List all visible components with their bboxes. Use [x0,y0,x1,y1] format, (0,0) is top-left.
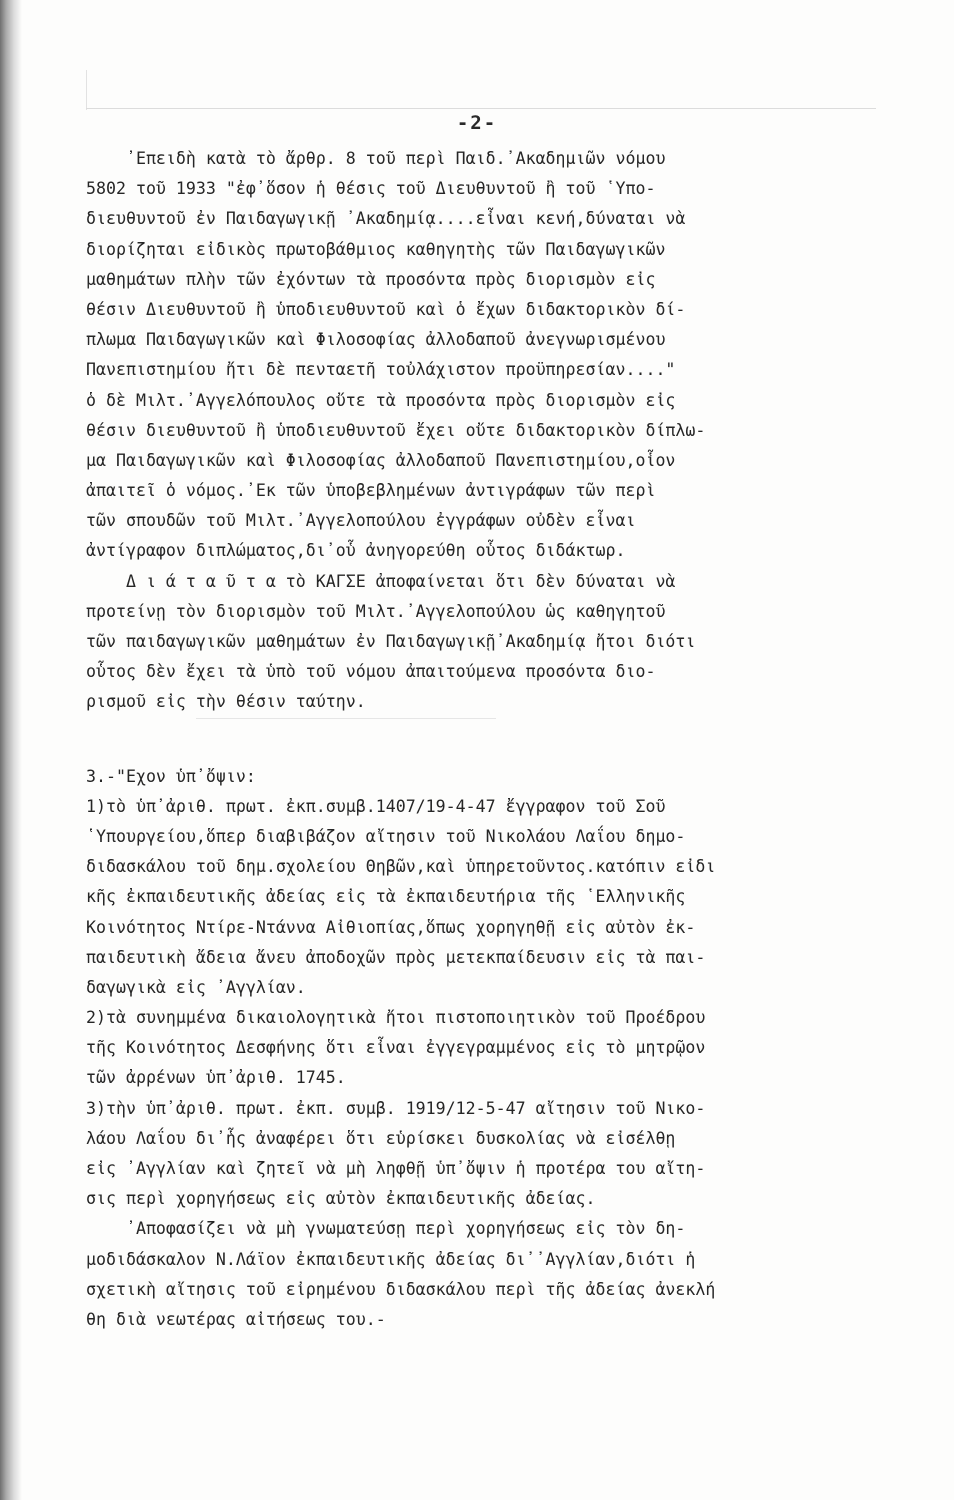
text-line: θέσιν διευθυντοῦ ἢ ὑποδιευθυντοῦ ἔχει οὔτε διδακτορικὸν δίπλω- [86,420,706,440]
text-line: τῶν παιδαγωγικῶν μαθημάτων ἐν Παιδαγωγικῇ᾿Ακαδημίᾳ ἤτοι διότι [86,632,696,651]
text-line: σχετικὴ αἴτησις τοῦ εἰρημένου διδασκάλου περὶ τῆς ἀδείας ἀνεκλή [86,1279,716,1299]
binding-shadow [0,0,22,1500]
paragraph-group-2 [86,762,904,1336]
text-line: Δ ι ά τ α ῦ τ α τὸ ΚΑΓΣΕ ἀποφαίνεται ὅτι δὲν δύναται νὰ [86,571,676,591]
text-line: πλωμα Παιδαγωγικῶν καὶ Φιλοσοφίας ἀλλοδαποῦ ἀνεγνωρισμένου [86,330,666,350]
text-line: κῆς ἐκπαιδευτικῆς ἀδείας εἰς τὰ ἐκπαιδευτήρια τῆς ῾Ελληνικῆς [86,887,686,907]
text-line: διορίζηται εἰδικὸς πρωτοβάθμιος καθηγητὴς τῶν Παιδαγωγικῶν [86,239,666,259]
text-line: διδασκάλου τοῦ δημ.σχολείου Θηβῶν,καὶ ὑπηρετοῦντος.κατόπιν εἰδι [86,857,716,877]
text-line: τῶν σπουδῶν τοῦ Μιλτ.᾿Αγγελοπούλου ἐγγράφων οὐδὲν εἶναι [86,511,636,531]
faint-divider [196,718,496,719]
text-line: Πανεπιστημίου ἤτι δὲ πενταετῆ τοὐλάχιστον προϋπηρεσίαν...." [86,360,676,380]
text-line: 3)τὴν ὑπ᾿ἀριθ. πρωτ. ἐκπ. συμβ. 1919/12-5-47 αἴτησιν τοῦ Νικο- [86,1098,706,1118]
text-line: 2)τὰ συνημμένα δικαιολογητικὰ ἤτοι πιστοποιητικὸν τοῦ Προέδρου [86,1008,706,1028]
faint-margin-mark [86,70,87,110]
document-body [86,144,904,1335]
header-rule [86,108,876,109]
text-line: δαγωγικὰ εἰς ᾿Αγγλίαν. [86,977,306,997]
text-line: τῆς Κοινότητος Δεσφήνης ὅτι εἶναι ἐγγεγραμμένος εἰς τὸ μητρῷον [86,1038,706,1058]
text-line: μοδιδάσκαλον Ν.Λάϊον ἐκπαιδευτικῆς ἀδείας δι᾿᾿Αγγλίαν,διότι ἡ [86,1249,696,1269]
text-line: ἀντίγραφον διπλώματος,δι᾿οὗ ἀνηγορεύθη οὗτος διδάκτωρ. [86,541,626,561]
text-line: διευθυντοῦ ἐν Παιδαγωγικῇ ᾿Ακαδημίᾳ....εἶναι κενή,δύναται νὰ [86,209,686,229]
text-line: λάου Λαΐου δι᾿ἧς ἀναφέρει ὅτι εὑρίσκει δυσκολίας νὰ εἰσέλθῃ [86,1128,676,1148]
text-line: 5802 τοῦ 1933 "ἐφ᾿ὅσον ἡ θέσις τοῦ Διευθυντοῦ ἢ τοῦ ῾Υπο- [86,179,656,199]
text-line: μα Παιδαγωγικῶν καὶ Φιλοσοφίας ἀλλοδαποῦ Πανεπιστημίου,οἷον [86,450,676,470]
text-line: μαθημάτων πλὴν τῶν ἐχόντων τὰ προσόντα πρὸς διορισμὸν εἰς [86,269,656,289]
text-line: θη διὰ νεωτέρας αἰτήσεως του.- [86,1309,386,1329]
text-line: τῶν ἀρρένων ὑπ᾿ἀριθ. 1745. [86,1068,346,1088]
text-line: προτείνῃ τὸν διορισμὸν τοῦ Μιλτ.᾿Αγγελοπούλου ὡς καθηγητοῦ [86,601,666,621]
bleed-through-margin-text [28,300,50,900]
text-line: ᾿Αποφασίζει νὰ μὴ γνωματεύσῃ περὶ χορηγήσεως εἰς τὸν δη- [86,1219,686,1239]
section-gap [86,718,904,762]
text-line: 1)τὸ ὑπ᾿ἀριθ. πρωτ. ἐκπ.συμβ.1407/19-4-47 ἔγγραφον τοῦ Σοῦ [86,796,666,816]
text-line: Κοινότητος Ντίρε-Ντάννα Αἰθιοπίας,ὅπως χορηγηθῇ εἰς αὐτὸν ἐκ- [86,917,696,937]
text-line: ᾿Επειδὴ κατὰ τὸ ἄρθρ. 8 τοῦ περὶ Παιδ.᾿Ακαδημιῶν νόμου [86,149,666,168]
text-line: ῾Υπουργείου,ὅπερ διαβιβάζον αἴτησιν τοῦ Νικολάου Λαΐου δημο- [86,826,686,846]
text-line: παιδευτικὴ ἄδεια ἄνευ ἀποδοχῶν πρὸς μετεκπαίδευσιν εἰς τὰ παι- [86,947,706,967]
paragraph-group-1 [86,144,904,718]
text-line: σις περὶ χορηγήσεως εἰς αὐτὸν ἐκπαιδευτικῆς ἀδείας. [86,1189,596,1209]
text-line: θέσιν Διευθυντοῦ ἢ ὑποδιευθυντοῦ καὶ ὁ ἔχων διδακτορικὸν δί- [86,299,686,319]
section-heading: 3.-"Εχον ὑπ᾿ὄψιν: [86,766,256,786]
text-line: οὗτος δὲν ἔχει τὰ ὑπὸ τοῦ νόμου ἀπαιτούμενα προσόντα διο- [86,662,656,682]
text-line: ἀπαιτεῖ ὁ νόμος.᾿Εκ τῶν ὑποβεβλημένων ἀντιγράφων τῶν περὶ [86,481,656,501]
text-line: εἰς ᾿Αγγλίαν καὶ ζητεῖ νὰ μὴ ληφθῇ ὑπ᾿ὄψιν ἡ προτέρα του αἴτη- [86,1159,706,1178]
text-line: ρισμοῦ εἰς τὴν θέσιν ταύτην. [86,692,366,712]
text-line: ὁ δὲ Μιλτ.᾿Αγγελόπουλος οὔτε τὰ προσόντα πρὸς διορισμὸν εἰς [86,390,676,410]
page-number: -2- [456,112,498,134]
